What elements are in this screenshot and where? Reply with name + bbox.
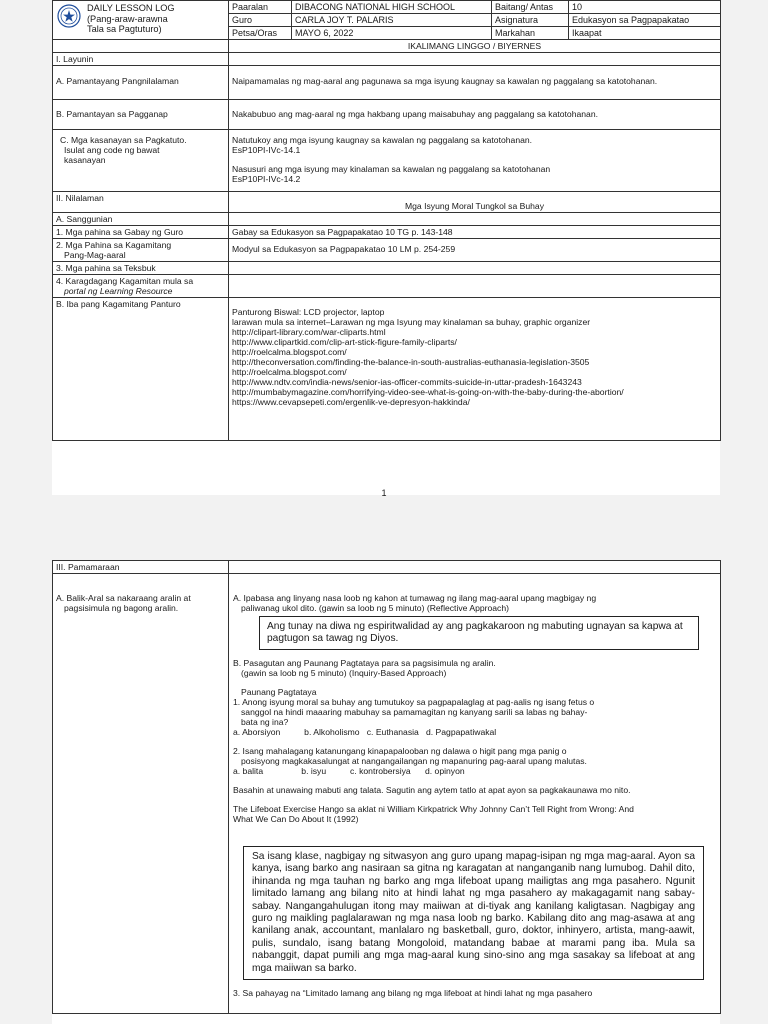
lesson-log-page-2 bbox=[52, 560, 720, 1024]
markahan-value: Ikaapat bbox=[569, 27, 721, 40]
question-1: 1. Anong isyung moral sa buhay ang tumutukoy sa pagpapalaglag at pag-aalis ng isang fetus o sanggol na hindi maaaring mabuhay sa pamamagitan ng kanyang sarili sa labas ng bahay- bata ng ina? a. Aborsiyon b. Alkoholismo c. Euthanasia d. Pagpapatiwakal bbox=[233, 697, 595, 737]
nilalaman-heading: II. Nilalaman bbox=[53, 192, 229, 213]
question-2: 2. Isang mahalagang katanungang kinapapalooban ng dalawa o higit pang mga panig o posisyong magkakasalungat at nangangailangan ng mapanuring pag-aaral upang malutas. a. balita b. isyu c. kontrobersiya d. opinyon bbox=[233, 746, 587, 776]
iba-pang-kagamitan-value: Panturong Biswal: LCD projector, laptop larawan mula sa internet–Larawan ng mga Isyung may kinalaman sa buhay, graphic organizer http://clipart-library.com/war-cliparts.html http://www.clipartkid.com/clip-art-stick-figure-family-cliparts/ http://roelcalma.blogspot.com/ http://theconversation.com/finding-the-balance-in-south-australias-euthanasia-legislation-3505 http://roelcalma.blogspot.com/ http://www.ndtv.com/india-news/senior-ias-officer-commits-suicide-in-uttar-pradesh-1643243 http://mumbabymagazine.com/horrifying-video-see-what-is-going-on-with-the-baby-during-the-abortion/ https://www.cevapsepeti.com/ergenlik-ve-depresyon-hakkinda/ bbox=[229, 298, 721, 441]
lesson-log-page-1 bbox=[52, 0, 720, 495]
pamantayan-pagganap-value: Nakabubuo ang mag-aaral ng mga hakbang upang maisabuhay ang paggalang sa katotohanan. bbox=[229, 100, 721, 130]
lifeboat-story-box: Sa isang klase, nagbigay ng sitwasyon ang guro upang mapag-isipan ng mga mag-aaral. Ayon sa kanya, isang barko ang nasiraan sa gitna ng karagatan at nanganganib nang lumubog. Dahil dito, ihinanda ng mga tauhan ng barko ang mga lifeboat upang mailigtas ang mga pasahero. Ngunit limitado lamang ang bilang nito at hindi lahat ng mga pasahero ay makagagamit nang sabay-sabay. Nangangahulugan itong may maiiwan at di-tiyak ang kanilang kaligtasan. Nagbigay ang guro ng maikling paglalarawan ng mga nasa loob ng barko. Kabilang dito ang mag-asawa at ang kanilang anak, accountant, manlalaro ng basketball, guro, doktor, inhinyero, artista, mang-aawit, pulis, sundalo, isang batang Mongoloid, matandang babae at marami pang iba. Mula sa nabanggit, dapat pumili ang mga mag-aaral kung sino-sino ang mga sasakay sa lifeboat at ang mga maiiwan sa barko. bbox=[243, 846, 704, 980]
kasanayan-value: Natutukoy ang mga isyung kaugnay sa kawalan ng paggalang sa katotohanan. EsP10PI-IVc-14.1 Nasusuri ang mga isyung may kinalaman sa kawalan ng paggalang sa katotohanan EsP10PI-IVc-14.2 bbox=[229, 130, 721, 192]
pamamaraan-content: A. Ipabasa ang linyang nasa loob ng kahon at tumawag ng ilang mag-aaral upang magbigay ng paliwanag ukol dito. (gawin sa loob ng 5 minuto) (Reflective Approach) Ang tunay na diwa ng espiritwalidad ay ang pagkakaroon ng mabuting ugnayan sa kapwa at pagtugon sa tawag ng Diyos. B. Pasagutan ang Paunang Pagtataya para sa pagsisimula ng aralin. (gawin sa loob ng 5 minuto) (Inquiry-Based Approach) Paunang Pagtataya 1. Anong isyung moral sa buhay ang tumutukoy sa pagpapalaglag at pag-aalis ng isang fetus o sanggol na hindi maaaring mabuhay sa pamamagitan ng kanyang sarili sa labas ng bahay- bata ng ina? a. Aborsiyon b. Alkoholismo c. Euthanasia d. Pagpapatiwakal 2. Isang mahalagang katanungang kinapapalooban ng dalawa o higit pang mga panig o posisyong magkakasalungat at nangangailangan ng mapanuring pag-aaral upang malutas. a. balita b. isyu c. kontrobersiya d. opinyon Basahin at unawaing mabuti ang talata. Sagutin ang aytem tatlo at apat ayon sa pagkakaunawa mo nito. The Lifeboat Exercise Hango sa aklat ni William Kirkpatrick Why Johnny Can’t Tell Right from Wrong: And What We Can Do About It (1992) Sa isang klase, nagbigay ng sitwasyon ang guro upang mapag-isipan ng mga mag-aaral. Ayon sa kanya, isang barko ang nasiraan sa gitna ng karagatan at nanganganib nang lumubog. Dahil dito, ihinanda ng mga tauhan ng barko ang mga lifeboat upang mailigtas ang mga pasahero. Ngunit limitado lamang ang bilang nito at hindi lahat ng mga pasahero ay makagagamit nang sabay-sabay. Nangangahulugan itong may maiiwan at di-tiyak ang kanilang kaligtasan. Nagbigay ang guro ng maikling paglalarawan ng mga nasa loob ng barko. Kabilang dito ang mag-asawa at ang kanilang anak, accountant, manlalaro ng basketball, guro, doktor, inhinyero, artista, mang-aawit, pulis, sundalo, isang batang Mongoloid, matandang babae at marami pang iba. Mula sa nabanggit, dapat pumili ang mga mag-aaral kung sino-sino ang mga sasakay sa lifeboat at ang mga maiiwan sa barko. 3. Sa pahayag na “Limitado lamang ang bilang ng mga lifeboat at hindi lahat ng mga pasahero bbox=[229, 574, 721, 1014]
reference-link[interactable]: http://roelcalma.blogspot.com/ bbox=[232, 347, 347, 357]
doc-title-cell bbox=[53, 1, 229, 40]
deped-seal-icon bbox=[57, 4, 81, 28]
reference-link[interactable]: http://mumbabymagazine.com/horrifying-video-see-what-is-going-on-with-the-baby-during-the-abortion/ bbox=[232, 387, 624, 397]
markahan-label: Markahan bbox=[492, 27, 569, 40]
iba-pang-kagamitan-label: B. Iba pang Kagamitang Panturo bbox=[53, 298, 229, 441]
reference-link[interactable]: http://clipart-library.com/war-cliparts.html bbox=[232, 327, 386, 337]
kasanayan-label: C. Mga kasanayan sa Pagkatuto. Isulat ang code ng bawat kasanayan bbox=[53, 130, 229, 192]
kagamitang-mag-aaral-value: Modyul sa Edukasyon sa Pagpapakatao 10 LM p. 254-259 bbox=[229, 239, 721, 262]
pamamaraan-heading: III. Pamamaraan bbox=[53, 561, 229, 574]
guro-value: CARLA JOY T. PALARIS bbox=[292, 14, 492, 27]
asignatura-label: Asignatura bbox=[492, 14, 569, 27]
reference-link[interactable]: http://www.ndtv.com/india-news/senior-ias-officer-commits-suicide-in-uttar-pradesh-1643243 bbox=[232, 377, 582, 387]
quote-box: Ang tunay na diwa ng espiritwalidad ay ang pagkakaroon ng mabuting ugnayan sa kapwa at pagtugon sa tawag ng Diyos. bbox=[259, 616, 699, 650]
pamantayang-pangnilalaman-label: A. Pamantayang Pangnilalaman bbox=[53, 66, 229, 100]
page-number: 1 bbox=[381, 488, 387, 498]
reference-link[interactable]: http://www.clipartkid.com/clip-art-stick-figure-family-cliparts/ bbox=[232, 337, 457, 347]
gabay-guro-value: Gabay sa Edukasyon sa Pagpapakatao 10 TG p. 143-148 bbox=[229, 226, 721, 239]
reference-link[interactable]: http://theconversation.com/finding-the-balance-in-south-australias-euthanasia-legislation-3505 bbox=[232, 357, 590, 367]
pamamaraan-table bbox=[52, 560, 721, 1014]
lesson-log-table bbox=[52, 0, 721, 441]
layunin-heading: I. Layunin bbox=[53, 53, 229, 66]
pamantayan-pagganap-label: B. Pamantayan sa Pagganap bbox=[53, 100, 229, 130]
kagamitang-mag-aaral-label: 2. Mga Pahina sa Kagamitang Pang-Mag-aaral bbox=[53, 239, 229, 262]
reading-instruction: Basahin at unawaing mabuti ang talata. Sagutin ang aytem tatlo at apat ayon sa pagkakaunawa mo nito. bbox=[233, 785, 631, 795]
nilalaman-value: Mga Isyung Moral Tungkol sa Buhay bbox=[229, 192, 721, 213]
gabay-guro-label: 1. Mga pahina sa Gabay ng Guro bbox=[53, 226, 229, 239]
doc-title: DAILY LESSON LOG (Pang-araw-arawna Tala sa Pagtuturo) bbox=[87, 3, 175, 34]
balik-aral-label: A. Balik-Aral sa nakaraang aralin at pagsisimula ng bagong aralin. bbox=[53, 574, 229, 1014]
week-label: IKALIMANG LINGGO / BIYERNES bbox=[229, 40, 721, 53]
teksbuk-label: 3. Mga pahina sa Teksbuk bbox=[53, 262, 229, 275]
paaralan-value: DIBACONG NATIONAL HIGH SCHOOL bbox=[292, 1, 492, 14]
baitang-label: Baitang/ Antas bbox=[492, 1, 569, 14]
petsa-label: Petsa/Oras bbox=[229, 27, 292, 40]
story-source: The Lifeboat Exercise Hango sa aklat ni William Kirkpatrick Why Johnny Can’t Tell Right from Wrong: And What We Can Do About It (1992) bbox=[233, 804, 634, 824]
learning-resource-label: 4. Karagdagang Kagamitan mula sa portal ng Learning Resource bbox=[53, 275, 229, 298]
paaralan-label: Paaralan bbox=[229, 1, 292, 14]
reference-link[interactable]: http://roelcalma.blogspot.com/ bbox=[232, 367, 347, 377]
guro-label: Guro bbox=[229, 14, 292, 27]
petsa-value: MAYO 6, 2022 bbox=[292, 27, 492, 40]
baitang-value: 10 bbox=[569, 1, 721, 14]
asignatura-value: Edukasyon sa Pagpapakatao bbox=[569, 14, 721, 27]
sanggunian-label: A. Sanggunian bbox=[53, 213, 229, 226]
question-3: 3. Sa pahayag na “Limitado lamang ang bilang ng mga lifeboat at hindi lahat ng mga pasahero bbox=[233, 988, 593, 999]
reference-link[interactable]: https://www.cevapsepeti.com/ergenlik-ve-depresyon-hakkinda/ bbox=[232, 397, 470, 407]
pamantayang-pangnilalaman-value: Naipamamalas ng mag-aaral ang pagunawa sa mga isyung kaugnay sa kawalan ng paggalang sa katotohanan. bbox=[229, 66, 721, 100]
